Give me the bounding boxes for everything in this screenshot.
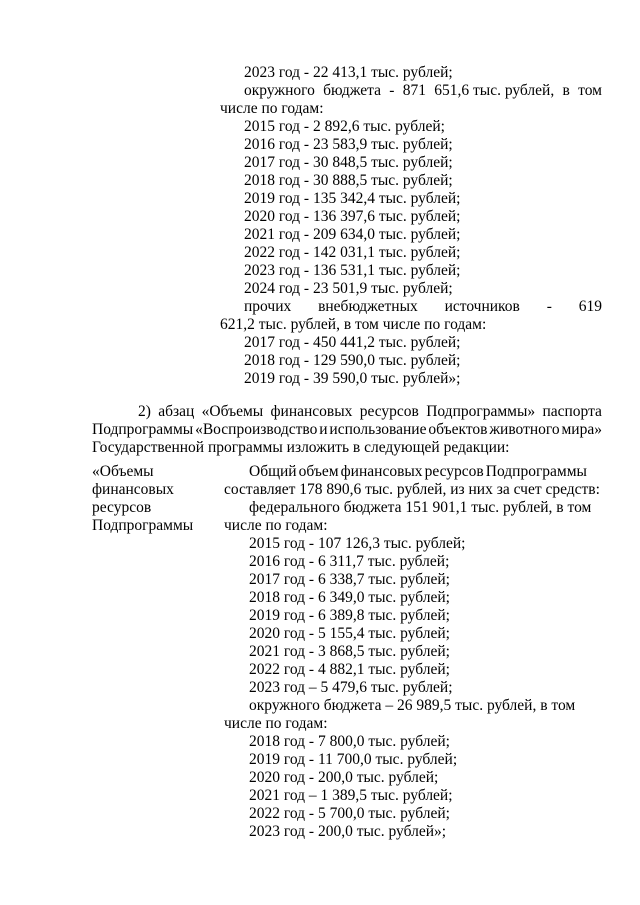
year-line: 2019 год - 11 700,0 тыс. рублей;	[249, 751, 458, 768]
year-line: 2016 год - 23 583,9 тыс. рублей;	[244, 136, 453, 153]
year-line: 2024 год - 23 501,9 тыс. рублей;	[244, 280, 453, 297]
word: 619	[578, 298, 602, 315]
paragraph-2-line-3: Государственной программы изложить в следующей редакции:	[92, 439, 510, 456]
year-line: 2016 год - 6 311,7 тыс. рублей;	[249, 553, 450, 570]
year-line: 2022 год - 5 700,0 тыс. рублей;	[249, 805, 450, 822]
word: окружного	[244, 82, 315, 99]
word: 871	[402, 82, 426, 99]
year-line: 2018 год - 129 590,0 тыс. рублей;	[244, 352, 461, 369]
word: «Воспроизводство	[195, 421, 318, 438]
word: ресурсов	[359, 403, 419, 420]
word: «Объемы	[201, 403, 264, 420]
year-line: 2019 год - 6 389,8 тыс. рублей;	[249, 607, 450, 624]
okrug-budget-line	[244, 82, 602, 100]
word: -	[389, 82, 395, 99]
word: паспорта	[542, 403, 602, 420]
year-line: 2017 год - 450 441,2 тыс. рублей;	[244, 334, 461, 351]
word: абзац	[158, 403, 195, 420]
year-line: 2021 год - 209 634,0 тыс. рублей;	[244, 226, 461, 243]
word: 651,6 тыс. рублей,	[434, 82, 555, 99]
total-volume-line	[249, 463, 587, 481]
year-line: 2019 год - 135 342,4 тыс. рублей;	[244, 190, 461, 207]
year-line: 2023 год - 136 531,1 тыс. рублей;	[244, 262, 461, 279]
continuation-line: 621,2 тыс. рублей, в том числе по годам:	[220, 316, 487, 333]
year-line: 2017 год - 6 338,7 тыс. рублей;	[249, 571, 450, 588]
year-line: 2018 год - 30 888,5 тыс. рублей;	[244, 172, 453, 189]
word: животного	[489, 421, 560, 438]
table-label: «Объемы	[92, 463, 154, 480]
year-line: 2023 год - 22 413,1 тыс. рублей;	[244, 64, 453, 81]
word: бюджета	[323, 82, 381, 99]
year-line: 2022 год - 142 031,1 тыс. рублей;	[244, 244, 461, 261]
word: Общий	[249, 463, 297, 480]
table-label: финансовых	[92, 481, 174, 498]
continuation-line: числе по годам:	[224, 517, 328, 534]
year-line: 2019 год - 39 590,0 тыс. рублей»;	[244, 370, 461, 387]
word: мира»	[561, 421, 602, 438]
year-line: 2018 год - 7 800,0 тыс. рублей;	[249, 733, 450, 750]
year-line: 2020 год - 136 397,6 тыс. рублей;	[244, 208, 461, 225]
paragraph-2-line-2	[92, 421, 602, 439]
year-line: 2023 год – 5 479,6 тыс. рублей;	[249, 679, 453, 696]
word: Подпрограммы»	[426, 403, 536, 420]
word: источников	[444, 298, 520, 315]
word: объем	[298, 463, 339, 480]
word: 2)	[138, 403, 151, 420]
word: Подпрограммы	[485, 463, 587, 480]
year-line: 2021 год - 3 868,5 тыс. рублей;	[249, 643, 450, 660]
year-line: 2020 год - 5 155,4 тыс. рублей;	[249, 625, 450, 642]
word: ресурсов	[424, 463, 484, 480]
okrug-budget-line: окружного бюджета – 26 989,5 тыс. рублей, в том	[249, 697, 576, 714]
year-line: 2015 год - 107 126,3 тыс. рублей;	[249, 535, 466, 552]
word: и	[319, 421, 328, 438]
table-label: Подпрограммы	[92, 517, 194, 534]
word: том	[578, 82, 602, 99]
year-line: 2022 год - 4 882,1 тыс. рублей;	[249, 661, 450, 678]
paragraph-2-line-1	[138, 403, 602, 421]
word: объектов	[428, 421, 488, 438]
continuation-line: числе по годам:	[220, 100, 324, 117]
word: использование	[329, 421, 427, 438]
word: финансовых	[340, 463, 423, 480]
year-line: 2017 год - 30 848,5 тыс. рублей;	[244, 154, 453, 171]
word: в	[562, 82, 570, 99]
total-volume-cont: составляет 178 890,6 тыс. рублей, из них за счет средств:	[224, 481, 600, 498]
year-line: 2015 год - 2 892,6 тыс. рублей;	[244, 118, 445, 135]
table-label: ресурсов	[92, 499, 152, 516]
continuation-line: числе по годам:	[224, 715, 328, 732]
year-line: 2020 год - 200,0 тыс. рублей;	[249, 769, 439, 786]
word: прочих	[244, 298, 292, 315]
word: -	[546, 298, 552, 315]
year-line: 2021 год – 1 389,5 тыс. рублей;	[249, 787, 453, 804]
word: финансовых	[270, 403, 353, 420]
year-line: 2023 год - 200,0 тыс. рублей»;	[249, 823, 447, 840]
other-sources-line	[244, 298, 602, 316]
year-line: 2018 год - 6 349,0 тыс. рублей;	[249, 589, 450, 606]
word: внебюджетных	[318, 298, 418, 315]
word: Подпрограммы	[92, 421, 194, 438]
federal-budget-line: федерального бюджета 151 901,1 тыс. рублей, в том	[249, 499, 592, 516]
